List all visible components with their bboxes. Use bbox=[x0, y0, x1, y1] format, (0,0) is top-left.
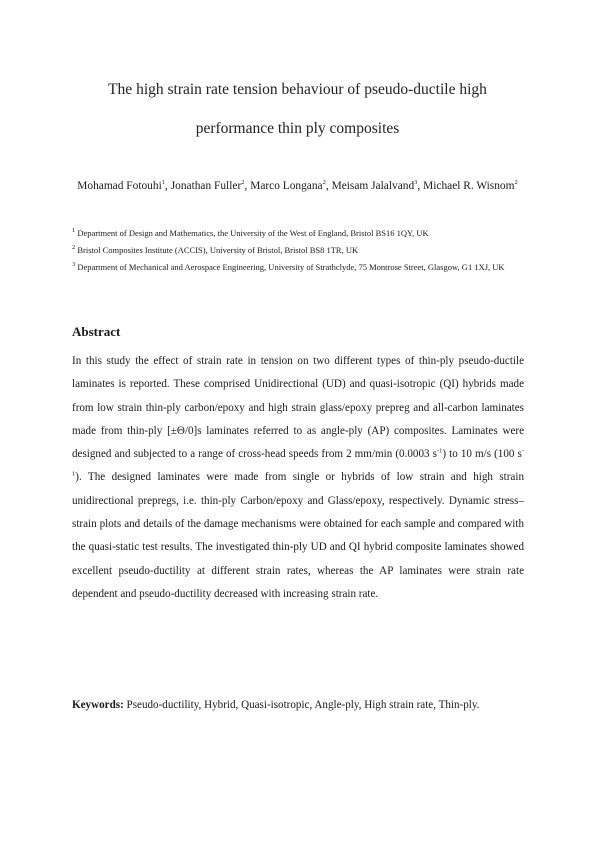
author-name: Mohamad Fotouhi bbox=[77, 180, 162, 192]
affiliation-2 bbox=[72, 243, 524, 258]
abstract-text-part-2: ) to 10 m/s (100 s bbox=[442, 448, 522, 461]
author-name: Meisam Jalalvand bbox=[331, 180, 415, 192]
author-affiliation-marker: 2 bbox=[241, 179, 245, 187]
author-separator: , bbox=[417, 180, 424, 192]
affiliation-list bbox=[72, 226, 524, 277]
abstract-body bbox=[72, 350, 524, 606]
author-name: Marco Longana bbox=[250, 180, 323, 192]
author-2 bbox=[171, 180, 251, 192]
abstract-heading: Abstract bbox=[72, 324, 121, 339]
affiliation-number: 1 bbox=[72, 227, 76, 235]
author-affiliation-marker: 1 bbox=[161, 179, 165, 187]
abstract-superscript-2: -1 bbox=[72, 447, 525, 478]
author-separator: , bbox=[325, 180, 332, 192]
author-5 bbox=[423, 180, 518, 192]
affiliation-text: Bristol Composites Institute (ACCIS), University of Bristol, Bristol BS8 1TR, UK bbox=[77, 245, 359, 255]
author-4 bbox=[332, 180, 424, 192]
affiliation-text: Department of Design and Mathematics, the University of the West of England, Bristol BS16 1QY, UK bbox=[77, 228, 429, 238]
keywords bbox=[72, 695, 524, 715]
title-line-2: performance thin ply composites bbox=[195, 120, 400, 137]
keywords-label: Keywords: bbox=[72, 699, 124, 711]
paper-title bbox=[70, 70, 525, 148]
author-affiliation-marker: 3 bbox=[414, 179, 418, 187]
author-3 bbox=[250, 180, 331, 192]
affiliation-number: 3 bbox=[72, 261, 76, 269]
title-line-1: The high strain rate tension behaviour of pseudo-ductile high bbox=[108, 81, 487, 98]
author-affiliation-marker: 2 bbox=[514, 179, 518, 187]
affiliation-1 bbox=[72, 226, 524, 241]
author-1 bbox=[77, 180, 170, 192]
keywords-text: Pseudo-ductility, Hybrid, Quasi-isotropic, Angle-ply, High strain rate, Thin-ply. bbox=[126, 699, 480, 711]
abstract-superscript-1: -1 bbox=[436, 447, 443, 455]
affiliation-text: Department of Mechanical and Aerospace Engineering, University of Strathclyde, 75 Montrose Street, Glasgow, G1 1XJ, UK bbox=[77, 262, 505, 272]
author-list bbox=[72, 172, 523, 201]
affiliation-3 bbox=[72, 260, 524, 275]
author-affiliation-marker: 2 bbox=[322, 179, 326, 187]
affiliation-number: 2 bbox=[72, 244, 76, 252]
author-name: Michael R. Wisnom bbox=[423, 180, 515, 192]
author-name: Jonathan Fuller bbox=[170, 180, 242, 192]
abstract-text-part-1: In this study the effect of strain rate in tension on two different types of thin-ply pseudo-ductile laminates is reported. These comprised Unidirectional (UD) and quasi-isotropic (QI) hybrids made from low strain thin-ply carbon/epoxy and high strain glass/epoxy prepreg and all-carbon laminates made from thin-ply [±Θ/0]s laminates referred to as angle-ply (AP) composites. Laminates were designed and subjected to a range of cross-head speeds from 2 mm/min (0.0003 s bbox=[72, 355, 524, 461]
author-separator: , bbox=[244, 180, 251, 192]
abstract-text-part-3: ). The designed laminates were made from single or hybrids of low strain and high strain unidirectional prepregs, i.e. thin-ply Carbon/epoxy and Glass/epoxy, respectively. Dynamic stress–strain plots and details of the damage mechanisms were obtained for each sample and compared with the quasi-static test results. The investigated thin-ply UD and QI hybrid composite laminates showed excellent pseudo-ductility at different strain rates, whereas the AP laminates were strain rate dependent and pseudo-ductility decreased with increasing strain rate. bbox=[72, 471, 524, 600]
author-separator: , bbox=[164, 180, 171, 192]
